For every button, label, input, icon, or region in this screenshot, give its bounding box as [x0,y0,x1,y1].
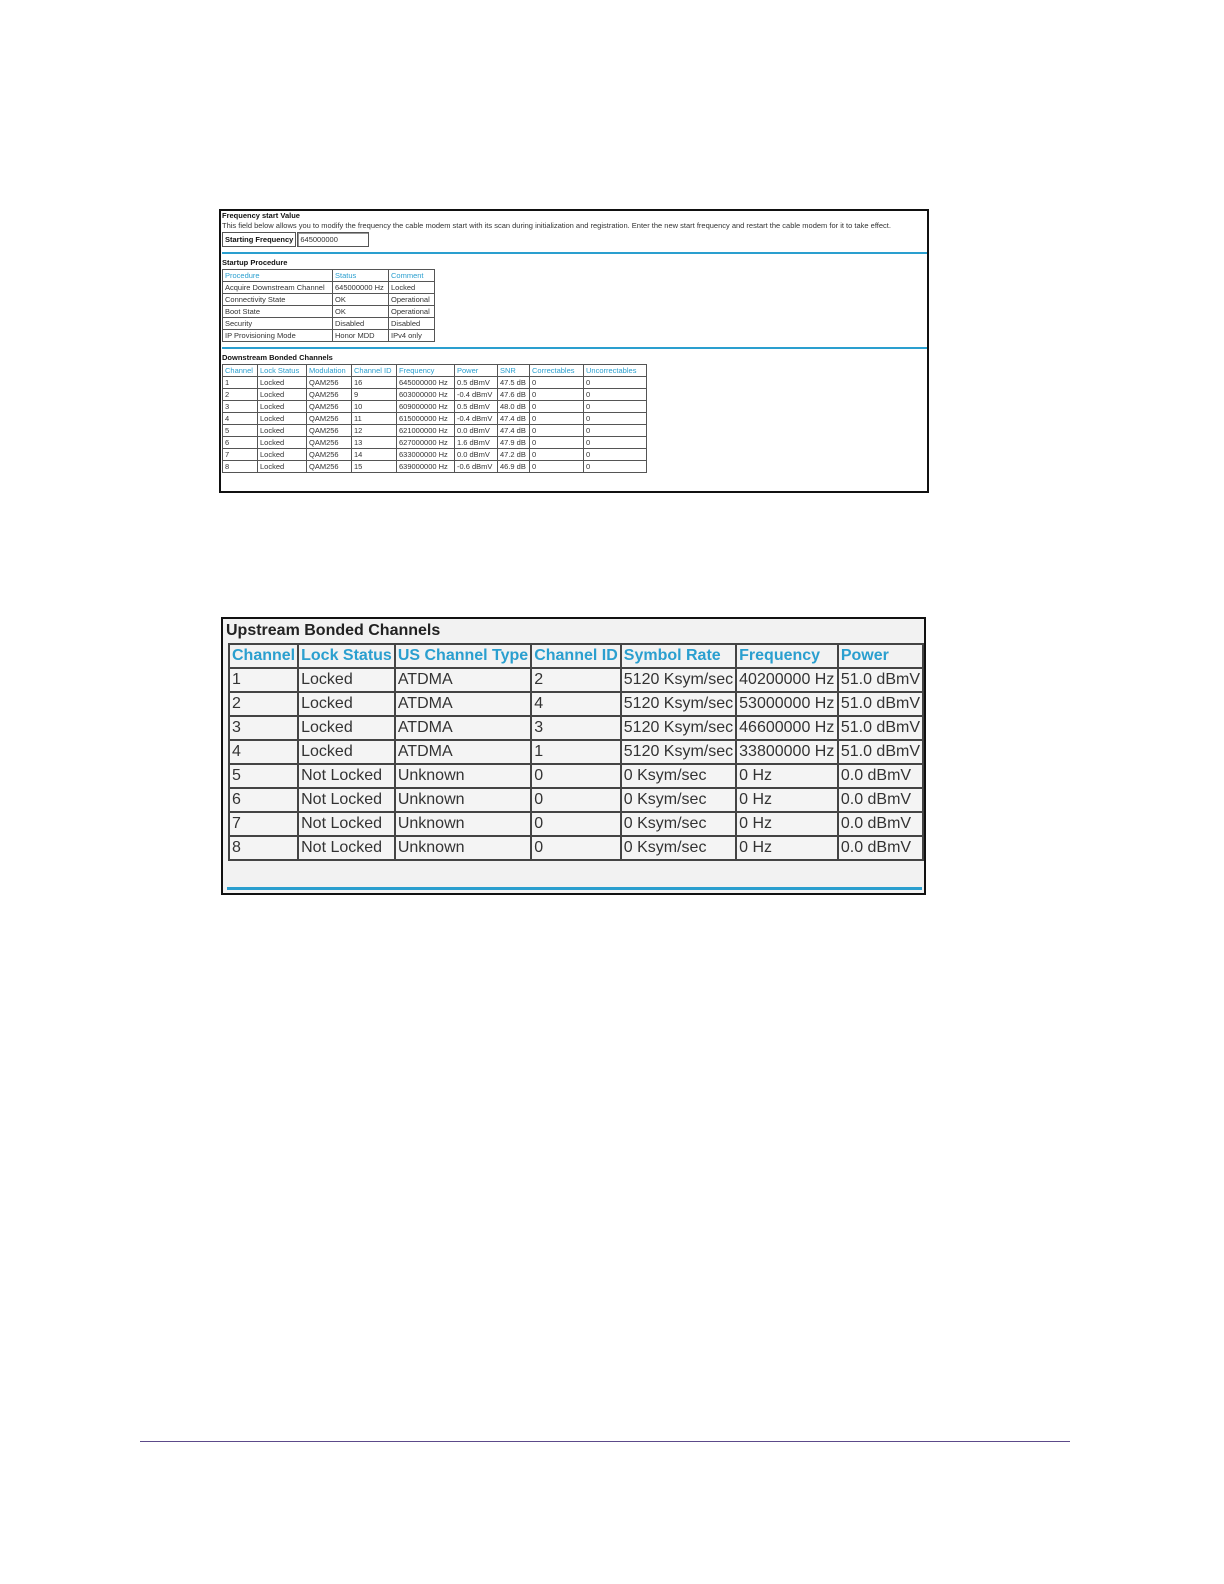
table-cell: 0 [530,413,584,425]
section-divider [222,347,927,349]
table-cell: ATDMA [395,692,531,716]
table-cell: Honor MDD [333,330,389,342]
table-cell: ATDMA [395,716,531,740]
table-cell: 51.0 dBmV [838,740,923,764]
table-row [223,377,647,389]
table-cell: Locked [258,449,307,461]
table-cell: 0 [584,437,647,449]
table-cell: QAM256 [307,377,352,389]
table-cell: 0 Hz [736,764,838,788]
table-row [229,692,923,716]
table-cell: 645000000 Hz [397,377,455,389]
table-cell: 46600000 Hz [736,716,838,740]
column-header: Channel ID [352,365,397,377]
table-cell: Unknown [395,836,531,860]
table-cell: 46.9 dB [498,461,530,473]
table-row [223,413,647,425]
upstream-table [228,643,924,861]
frequency-start-title: Frequency start Value [222,211,300,220]
table-cell: 10 [352,401,397,413]
table-cell: 51.0 dBmV [838,692,923,716]
column-header: Modulation [307,365,352,377]
table-cell: 0 Ksym/sec [621,764,736,788]
table-cell: 51.0 dBmV [838,716,923,740]
table-cell: 2 [531,668,621,692]
table-cell: -0.4 dBmV [455,389,498,401]
table-cell: 47.9 dB [498,437,530,449]
table-cell: 14 [352,449,397,461]
table-row [223,425,647,437]
table-row [223,318,435,330]
column-header: Lock Status [258,365,307,377]
downstream-table [222,364,647,473]
table-cell: Locked [258,425,307,437]
table-cell: Locked [258,401,307,413]
column-header: Uncorrectables [584,365,647,377]
table-cell: 47.4 dB [498,425,530,437]
table-cell: 639000000 Hz [397,461,455,473]
table-row [223,461,647,473]
table-row [223,330,435,342]
table-row [223,306,435,318]
table-cell: 0.5 dBmV [455,377,498,389]
table-cell: Security [223,318,333,330]
column-header: Frequency [736,644,838,668]
table-cell: 0 Hz [736,836,838,860]
table-cell: 0 [530,449,584,461]
table-cell: 0 [530,461,584,473]
table-cell: 8 [229,836,298,860]
table-cell: 5120 Ksym/sec [621,668,736,692]
table-cell: 3 [223,401,258,413]
table-cell: 0 [584,425,647,437]
table-row [229,812,923,836]
downstream-title: Downstream Bonded Channels [222,353,333,362]
column-header: Frequency [397,365,455,377]
table-cell: 13 [352,437,397,449]
page-footer-rule [140,1441,1070,1442]
table-cell: 0 Ksym/sec [621,812,736,836]
table-cell: 627000000 Hz [397,437,455,449]
table-cell: 0.0 dBmV [455,425,498,437]
table-cell: Locked [258,389,307,401]
table-header-row [223,365,647,377]
startup-procedure-table [222,269,435,342]
column-header: Power [838,644,923,668]
table-cell: 0 [584,461,647,473]
table-cell: 0 [530,377,584,389]
table-cell: OK [333,306,389,318]
table-row [223,389,647,401]
table-cell: 16 [352,377,397,389]
column-header: Power [455,365,498,377]
table-cell: -0.4 dBmV [455,413,498,425]
section-divider [227,887,922,890]
table-cell: 5 [229,764,298,788]
table-cell: 0 [584,389,647,401]
table-cell: IP Provisioning Mode [223,330,333,342]
table-cell: Not Locked [298,836,395,860]
table-header-row [229,644,923,668]
table-cell: Not Locked [298,788,395,812]
table-cell: 3 [229,716,298,740]
table-cell: 5120 Ksym/sec [621,740,736,764]
table-cell: 0 Hz [736,788,838,812]
table-row [229,764,923,788]
table-cell: 47.5 dB [498,377,530,389]
frequency-start-description: This field below allows you to modify the frequency the cable modem start with its scan during initialization and registration. Enter the new start frequency and restart the cable modem for it to take effect. [222,221,891,230]
table-row [223,282,435,294]
table-cell: 0 [530,425,584,437]
table-cell: QAM256 [307,413,352,425]
table-cell: 0 [530,401,584,413]
column-header: Comment [389,270,435,282]
table-cell: QAM256 [307,461,352,473]
table-row [223,449,647,461]
table-cell: 0 Ksym/sec [621,836,736,860]
table-cell: 53000000 Hz [736,692,838,716]
table-cell: 1.6 dBmV [455,437,498,449]
starting-frequency-label: Starting Frequency [222,232,296,247]
table-cell: 15 [352,461,397,473]
table-cell: 33800000 Hz [736,740,838,764]
table-cell: Unknown [395,812,531,836]
table-cell: Disabled [389,318,435,330]
table-row [229,668,923,692]
starting-frequency-row [222,232,927,247]
table-cell: Not Locked [298,812,395,836]
table-cell: QAM256 [307,437,352,449]
table-row [229,740,923,764]
column-header: Symbol Rate [621,644,736,668]
table-cell: 0.0 dBmV [455,449,498,461]
table-cell: 0 [584,401,647,413]
table-cell: 4 [531,692,621,716]
table-cell: Locked [258,461,307,473]
table-cell: 11 [352,413,397,425]
table-cell: 1 [229,668,298,692]
table-cell: 0 [584,377,647,389]
column-header: SNR [498,365,530,377]
table-row [229,716,923,740]
table-cell: 40200000 Hz [736,668,838,692]
table-row [223,437,647,449]
column-header: US Channel Type [395,644,531,668]
table-row [223,294,435,306]
table-cell: 48.0 dB [498,401,530,413]
table-cell: Locked [298,716,395,740]
table-cell: 6 [229,788,298,812]
table-cell: Locked [298,668,395,692]
column-header: Channel [229,644,298,668]
table-cell: Operational [389,294,435,306]
table-cell: 609000000 Hz [397,401,455,413]
table-cell: 9 [352,389,397,401]
table-cell: 47.4 dB [498,413,530,425]
column-header: Status [333,270,389,282]
table-row [229,836,923,860]
table-cell: 0 [531,764,621,788]
table-cell: Disabled [333,318,389,330]
column-header: Correctables [530,365,584,377]
table-cell: 0.0 dBmV [838,812,923,836]
table-cell: QAM256 [307,401,352,413]
table-cell: QAM256 [307,425,352,437]
table-cell: 0 [531,788,621,812]
table-cell: 0 Hz [736,812,838,836]
table-cell: -0.6 dBmV [455,461,498,473]
table-cell: 1 [223,377,258,389]
table-cell: Unknown [395,788,531,812]
table-cell: 51.0 dBmV [838,668,923,692]
table-cell: 615000000 Hz [397,413,455,425]
table-cell: 12 [352,425,397,437]
table-cell: 8 [223,461,258,473]
table-cell: Unknown [395,764,531,788]
table-cell: 603000000 Hz [397,389,455,401]
table-cell: 1 [531,740,621,764]
section-divider [222,252,927,254]
table-cell: OK [333,294,389,306]
table-cell: 0 [531,812,621,836]
table-header-row [223,270,435,282]
table-cell: 0 Ksym/sec [621,788,736,812]
table-cell: Locked [389,282,435,294]
table-cell: Locked [258,413,307,425]
downstream-status-screenshot [219,209,929,493]
table-cell: Locked [258,437,307,449]
table-cell: 47.2 dB [498,449,530,461]
upstream-title: Upstream Bonded Channels [226,622,441,639]
table-cell: 47.6 dB [498,389,530,401]
table-cell: 0 [530,437,584,449]
startup-procedure-title: Startup Procedure [222,258,288,267]
table-cell: QAM256 [307,389,352,401]
table-cell: Connectivity State [223,294,333,306]
table-cell: QAM256 [307,449,352,461]
table-cell: 4 [229,740,298,764]
column-header: Procedure [223,270,333,282]
table-cell: 0.5 dBmV [455,401,498,413]
table-cell: 7 [229,812,298,836]
table-cell: 0 [531,836,621,860]
table-cell: 0.0 dBmV [838,788,923,812]
table-cell: Acquire Downstream Channel [223,282,333,294]
table-cell: 0.0 dBmV [838,836,923,860]
column-header: Channel [223,365,258,377]
table-cell: 5120 Ksym/sec [621,716,736,740]
table-cell: Locked [258,377,307,389]
table-cell: 4 [223,413,258,425]
column-header: Channel ID [531,644,621,668]
table-cell: 6 [223,437,258,449]
table-cell: 5120 Ksym/sec [621,692,736,716]
table-row [223,401,647,413]
table-cell: 0 [584,449,647,461]
table-cell: 5 [223,425,258,437]
table-cell: Locked [298,740,395,764]
table-cell: Locked [298,692,395,716]
table-cell: 2 [229,692,298,716]
table-row [229,788,923,812]
table-cell: ATDMA [395,740,531,764]
table-cell: ATDMA [395,668,531,692]
upstream-status-screenshot [221,617,926,895]
table-cell: 3 [531,716,621,740]
table-cell: Operational [389,306,435,318]
table-cell: 645000000 Hz [333,282,389,294]
table-cell: 0.0 dBmV [838,764,923,788]
table-cell: 633000000 Hz [397,449,455,461]
table-cell: Not Locked [298,764,395,788]
table-cell: 7 [223,449,258,461]
table-cell: IPv4 only [389,330,435,342]
column-header: Lock Status [298,644,395,668]
starting-frequency-input[interactable] [297,232,369,247]
table-cell: 2 [223,389,258,401]
table-cell: 621000000 Hz [397,425,455,437]
table-cell: 0 [584,413,647,425]
table-cell: Boot State [223,306,333,318]
table-cell: 0 [530,389,584,401]
